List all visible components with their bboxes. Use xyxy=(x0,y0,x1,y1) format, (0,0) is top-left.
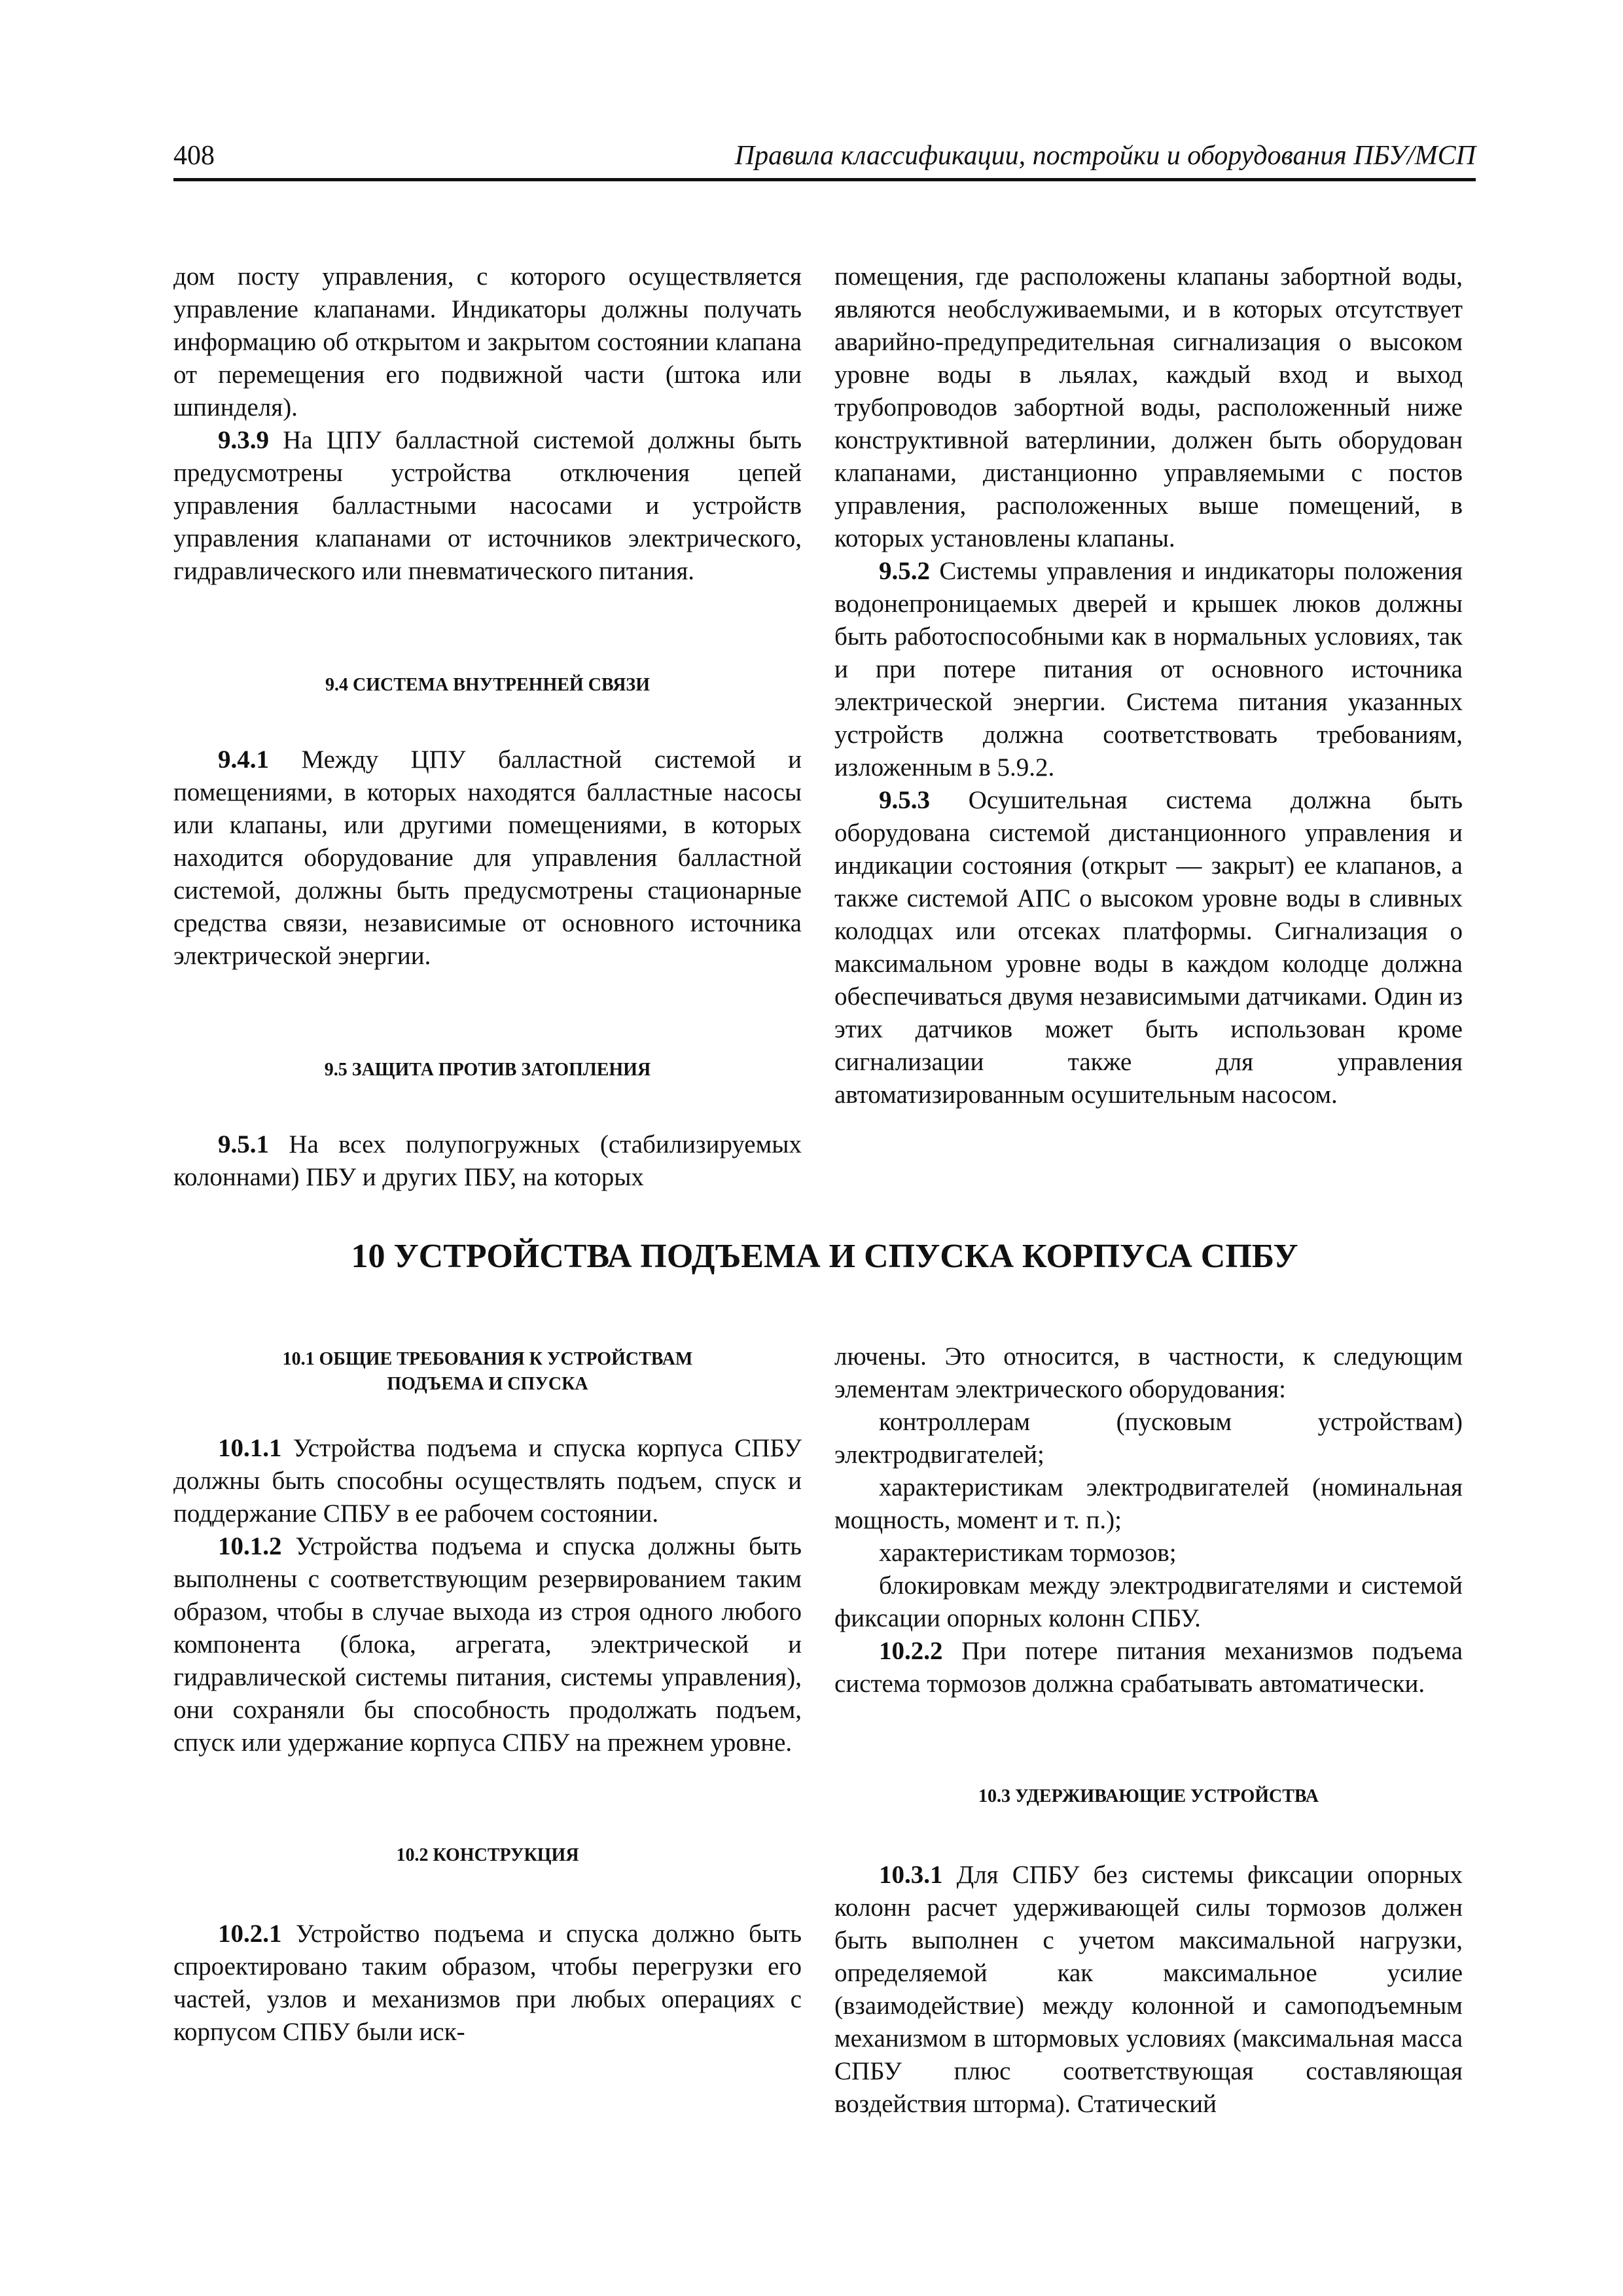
paragraph-9-5-2: 9.5.2 Системы управления и индикаторы положения водонепроницаемых дверей и крышек люков должны быть работоспособными как в нормальных условиях, так и при потере питания от основного источника электрической энергии. Система питания указанных устройств должна соответствовать требованиям, изложенным в 5.9.2. xyxy=(834,557,1463,781)
section-heading-9-5: 9.5 ЗАЩИТА ПРОТИВ ЗАТОПЛЕНИЯ xyxy=(324,1060,651,1080)
paragraph-9-4-1: 9.4.1 Между ЦПУ балластной системой и помещениями, в которых находятся балластные насосы или клапаны, или другими помещениями, в которых находится оборудование для управления балластной системой, должны быть предусмотрены стационарные средства связи, независимые от основного источника электрической энергии. xyxy=(173,745,802,970)
paragraph: характеристикам тормозов; xyxy=(879,1539,1177,1567)
bottom-right-column xyxy=(834,1340,1463,2121)
top-left-column xyxy=(173,260,802,1194)
paragraph: помещения, где расположены клапаны забортной воды, являются необслуживаемыми, и в которых отсутствует аварийно-предупредительная сигнализация о высоком уровне воды в льялах, каждый вход и выход трубопроводов забортной воды, расположенный ниже конструктивной ватерлинии, должен быть оборудован клапанами, дистанционно управляемыми с постов управления, расположенных выше помещений, в которых установлены клапаны. xyxy=(834,262,1463,552)
paragraph: характеристикам электродвигателей (номинальная мощность, момент и т. п.); xyxy=(834,1473,1463,1534)
paragraph: дом посту управления, с которого осуществляется управление клапанами. Индикаторы должны получать информацию об открытом и закрытом состоянии клапана от перемещения его подвижной части (штока или шпинделя). xyxy=(173,262,802,422)
section-heading-10-2: 10.2 КОНСТРУКЦИЯ xyxy=(396,1845,579,1865)
top-right-column xyxy=(834,260,1463,1111)
paragraph-9-5-1: 9.5.1 На всех полупогружных (стабилизируемых колоннами) ПБУ и других ПБУ, на которых xyxy=(173,1130,802,1191)
page-number: 408 xyxy=(173,141,215,171)
section-heading-line: 10.1 ОБЩИЕ ТРЕБОВАНИЯ К УСТРОЙСТВАМ xyxy=(282,1349,693,1369)
bottom-left-column xyxy=(173,1347,802,2049)
paragraph-10-2-2: 10.2.2 При потере питания механизмов подъема система тормозов должна срабатывать автоматически. xyxy=(834,1637,1463,1698)
running-title: Правила классификации, постройки и оборудования ПБУ/МСП xyxy=(734,141,1476,171)
section-heading-10-1 xyxy=(173,1347,802,1397)
paragraph-9-5-3: 9.5.3 Осушительная система должна быть оборудована системой дистанционного управления и индикации состояния (открыт — закрыт) ее клапанов, а также системой АПС о высоком уровне воды в сливных колодцах или отсеках платформы. Сигнализация о максимальном уровне воды в каждом колодце должна обеспечиваться двумя независимыми датчиками. Один из этих датчиков может быть использован кроме сигнализации также для управления автоматизированным осушительным насосом. xyxy=(834,786,1463,1109)
paragraph: лючены. Это относится, в частности, к следующим элементам электрического оборудования: xyxy=(834,1342,1463,1403)
section-heading-line: ПОДЪЕМА И СПУСКА xyxy=(387,1374,588,1394)
paragraph-10-2-1: 10.2.1 Устройство подъема и спуска должно быть спроектировано таким образом, чтобы перегрузки его частей, узлов и механизмов при любых операциях с корпусом СПБУ были иск- xyxy=(173,1920,802,2046)
paragraph-9-3-9: 9.3.9 На ЦПУ балластной системой должны быть предусмотрены устройства отключения цепей управления балластными насосами и устройств управления клапанами от источников электрического, гидравлического или пневматического питания. xyxy=(173,426,802,585)
chapter-title: 10 УСТРОЙСТВА ПОДЪЕМА И СПУСКА КОРПУСА СПБУ xyxy=(351,1238,1298,1275)
page-header xyxy=(173,137,1476,181)
section-heading-10-3: 10.3 УДЕРЖИВАЮЩИЕ УСТРОЙСТВА xyxy=(978,1786,1319,1806)
section-heading-9-4: 9.4 СИСТЕМА ВНУТРЕННЕЙ СВЯЗИ xyxy=(325,675,650,695)
paragraph: контроллерам (пусковым устройствам) электродвигателей; xyxy=(834,1408,1463,1469)
paragraph: блокировкам между электродвигателями и системой фиксации опорных колонн СПБУ. xyxy=(834,1571,1463,1632)
paragraph-10-1-1: 10.1.1 Устройства подъема и спуска корпуса СПБУ должны быть способны осуществлять подъем, спуск и поддержание СПБУ в ее рабочем состоянии. xyxy=(173,1434,802,1528)
paragraph-10-3-1: 10.3.1 Для СПБУ без системы фиксации опорных колонн расчет удерживающей силы тормозов должен быть выполнен с учетом максимальной нагрузки, определяемой как максимальное усилие (взаимодействие) между колонной и самоподъемным механизмом в штормовых условиях (максимальная масса СПБУ плюс соответствующая составляющая воздействия шторма). Статический xyxy=(834,1861,1463,2118)
paragraph-10-1-2: 10.1.2 Устройства подъема и спуска должны быть выполнены с соответствующим резервированием таким образом, чтобы в случае выхода из строя одного любого компонента (блока, агрегата, электрической и гидравлической системы питания, системы управления), они сохраняли бы способность продолжать подъем, спуск или удержание корпуса СПБУ на прежнем уровне. xyxy=(173,1532,802,1757)
